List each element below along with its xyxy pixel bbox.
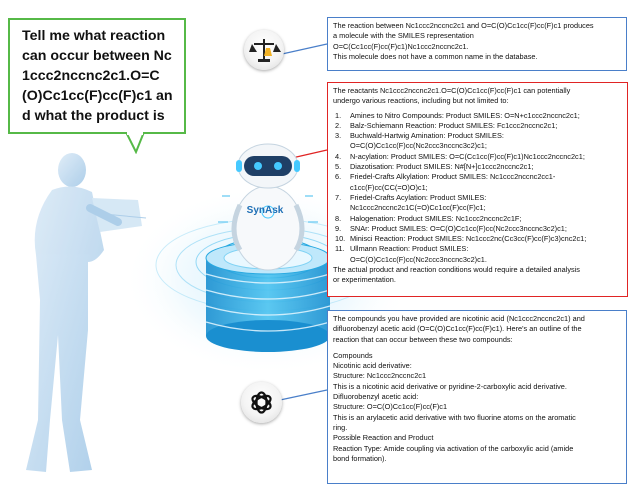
reaction-text: Friedel-Crafts Alkylation: Product SMILES: Nc1ccc2nccnc2cc1- [350, 172, 556, 182]
reaction-item [333, 162, 622, 172]
question-bubble [8, 18, 186, 134]
reaction-number: 10. [335, 234, 346, 244]
response-box-top [327, 17, 627, 71]
response-body-line: ring. [333, 422, 348, 432]
response-intro-line: The compounds you have provided are nicotinic acid (Nc1ccc2nccnc2c1) and [333, 314, 585, 323]
reaction-number: 5. [335, 162, 342, 172]
reaction-number: 3. [335, 131, 342, 141]
reaction-item [333, 121, 622, 131]
person-reading-icon [26, 153, 146, 472]
reaction-item [333, 224, 622, 234]
reaction-text: N-acylation: Product SMILES: O=C(Cc1cc(F)cc(F)c1)Nc1ccc2nccnc2c1; [350, 151, 585, 161]
reaction-text: Nc1ccc2nccnc2c1C(=O)Cc1cc(F)cc(F)c1; [350, 203, 486, 213]
reaction-item [333, 172, 622, 193]
response-body-line: This is a nicotinic acid derivative or pyridine-2-carboxylic acid derivative. [333, 381, 567, 391]
reaction-text: Buchwald-Hartwig Amination: Product SMILES: [350, 131, 504, 141]
openai-logo-icon [241, 382, 282, 423]
response-body-line: Nicotinic acid derivative: [333, 361, 412, 371]
response-body-line: bond formation). [333, 453, 387, 463]
reaction-text: Balz-Schiemann Reaction: Product SMILES: Fc1ccc2nccnc2c1; [350, 120, 558, 130]
robot-label: SynAsk [246, 205, 284, 216]
reaction-number: 8. [335, 213, 342, 223]
response-intro-line: undergo various reactions, including but not limited to: [333, 96, 509, 106]
response-box-middle [327, 82, 628, 297]
response-body-line: This is an arylacetic acid derivative with two fluorine atoms on the aromatic [333, 412, 576, 422]
reaction-text: SNAr: Product SMILES: O=C(O)Cc1cc(F)cc(Nc2ccc3nccnc3c2)c1; [350, 223, 567, 233]
reaction-text: O=C(O)Cc1cc(F)cc(Nc2ccc3nccnc3c2)c1; [350, 141, 487, 151]
response-body-line: Difluorobenzyl acetic acid: [333, 392, 419, 402]
reaction-item [333, 244, 622, 265]
reaction-text: Friedel-Crafts Acylation: Product SMILES: [350, 192, 487, 202]
response-outro-line: or experimentation. [333, 275, 396, 285]
chemistry-balance-icon [244, 30, 284, 70]
response-body-line: Structure: O=C(O)Cc1cc(F)cc(F)c1 [333, 402, 448, 412]
response-line: The reaction between Nc1ccc2nccnc2c1 and O=C(O)Cc1cc(F)cc(F)c1 produces [333, 21, 594, 30]
response-intro-line: reaction that can occur between these two compounds: [333, 334, 513, 344]
reaction-number: 4. [335, 151, 342, 161]
reaction-text: Ullmann Reaction: Product SMILES: [350, 244, 469, 254]
response-box-bottom [327, 310, 627, 484]
reaction-number: 6. [335, 172, 342, 182]
reaction-text: Halogenation: Product SMILES: Nc1ccc2nccnc2c1F; [350, 213, 522, 223]
reaction-text: Minisci Reaction: Product SMILES: Nc1ccc2nc(Cc3cc(F)cc(F)c3)cnc2c1; [350, 234, 587, 244]
response-outro-line: The actual product and reaction conditions would require a detailed analysis [333, 265, 580, 275]
response-body-line: Possible Reaction and Product [333, 433, 434, 443]
response-intro-line: The reactants Nc1ccc2nccnc2c1.O=C(O)Cc1cc(F)cc(F)c1 can potentially [333, 86, 571, 95]
reaction-list [333, 111, 622, 265]
reaction-item [333, 193, 622, 214]
reaction-text: c1cc(F)cc(CC(=O)O)c1; [350, 182, 428, 192]
response-body-line: Reaction Type: Amide coupling via activation of the carboxylic acid (amide [333, 443, 574, 453]
response-line: O=C(Cc1cc(F)cc(F)c1)Nc1ccc2nccnc2c1. [333, 41, 469, 51]
reaction-number: 1. [335, 110, 342, 120]
question-text: Tell me what reaction can occur between Nc1ccc2nccnc2c1.O=C(O)Cc1cc(F)cc(F)c1 and what the product is [22, 28, 173, 124]
response-intro-line: difluorobenzyl acetic acid (O=C(O)Cc1cc(F)cc(F)c1). Here's an outline of the [333, 324, 582, 334]
reaction-text: Amines to Nitro Compounds: Product SMILES: O=N+c1ccc2nccnc2c1; [350, 110, 580, 120]
reaction-number: 2. [335, 120, 342, 130]
reaction-text: O=C(O)Cc1cc(F)cc(Nc2ccc3nccnc3c2)c1. [350, 254, 487, 264]
reaction-item [333, 111, 622, 121]
response-line: This molecule does not have a common name in the database. [333, 51, 538, 61]
reaction-item [333, 214, 622, 224]
reaction-number: 11. [335, 244, 345, 254]
reaction-number: 7. [335, 192, 342, 202]
reaction-item [333, 131, 622, 152]
reaction-item [333, 234, 622, 244]
response-body-line: Structure: Nc1ccc2nccnc2c1 [333, 371, 427, 381]
reaction-text: Diazotisation: Product SMILES: N#[N+]c1ccc2nccnc2c1; [350, 162, 534, 172]
reaction-number: 9. [335, 223, 342, 233]
question-bubble-tail [124, 132, 148, 154]
reaction-item [333, 152, 622, 162]
response-body-line: Compounds [333, 350, 373, 360]
response-line: a molecule with the SMILES representation [333, 31, 474, 41]
